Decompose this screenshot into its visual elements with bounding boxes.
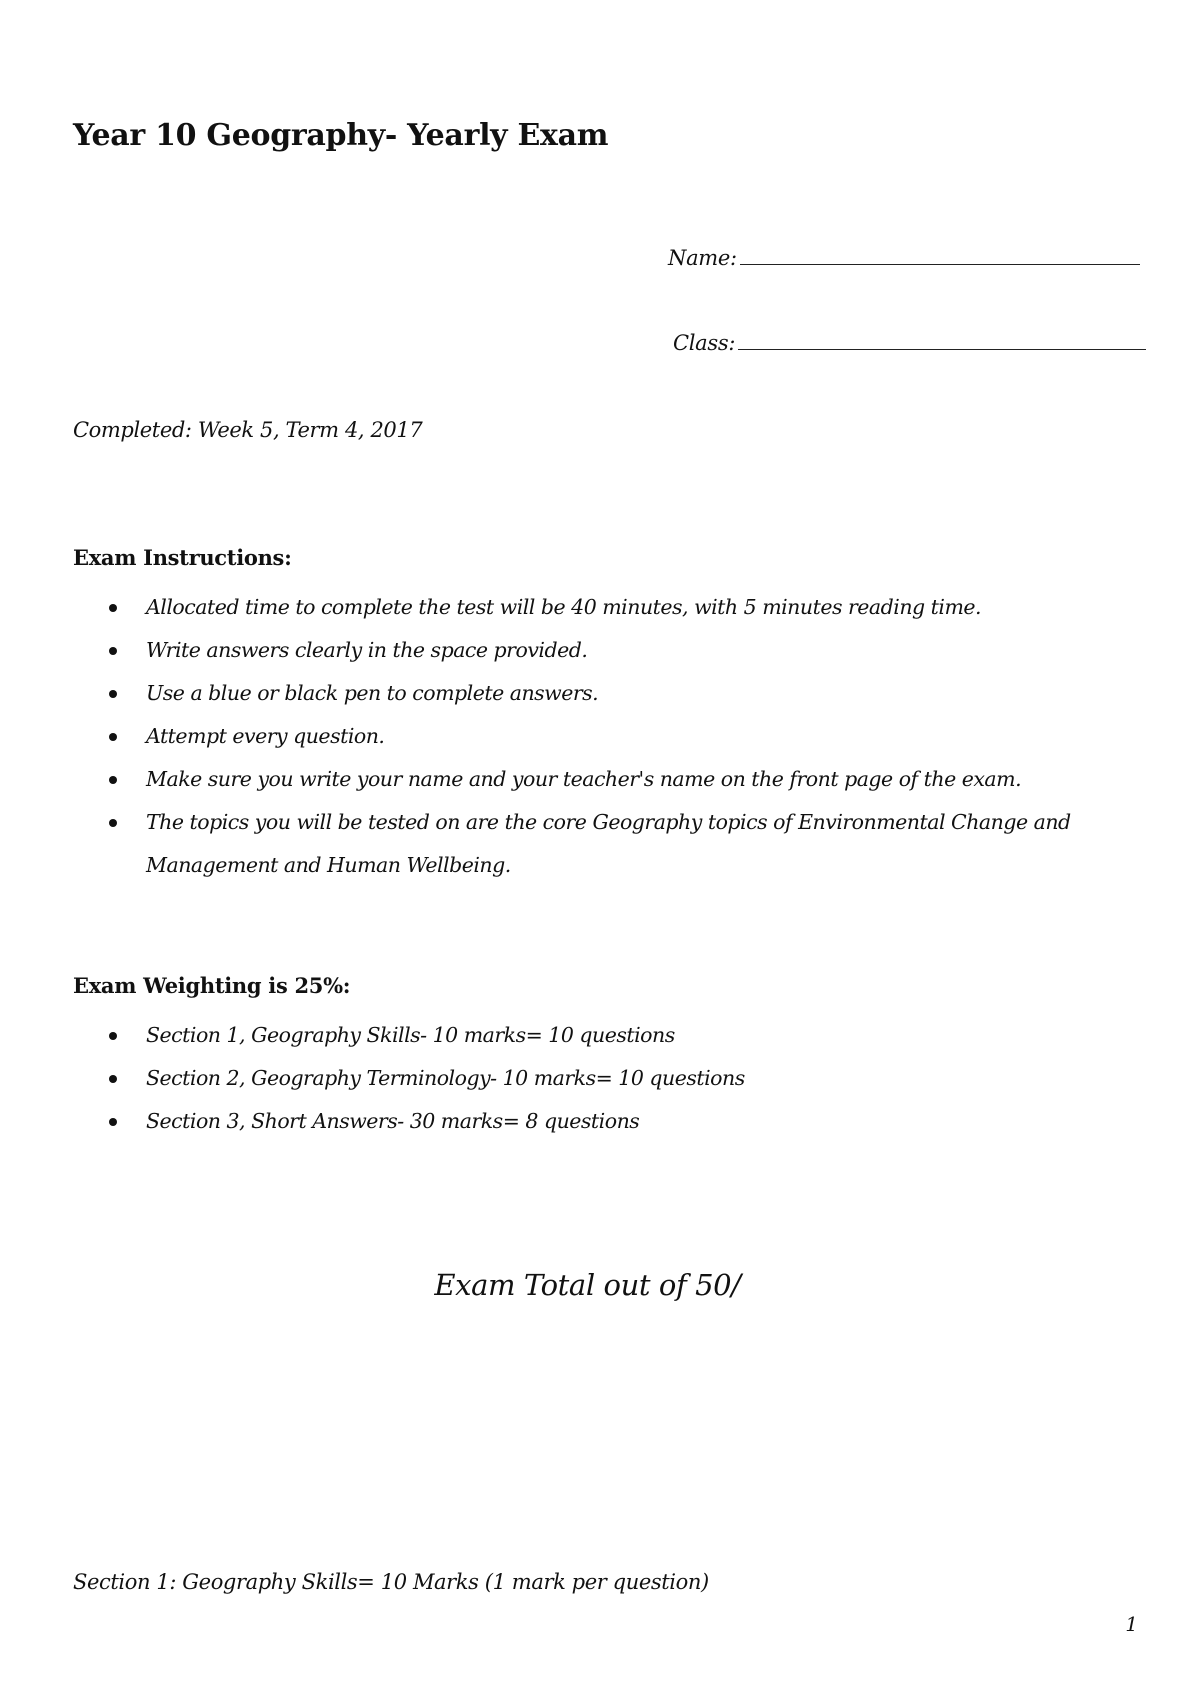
instructions-list xyxy=(105,586,1115,887)
weighting-list xyxy=(105,1014,1115,1143)
weighting-item xyxy=(105,1057,1115,1100)
name-field[interactable] xyxy=(668,246,1140,270)
instruction-item xyxy=(105,758,1115,801)
instruction-text: Use a blue or black pen to complete answers. xyxy=(146,681,599,705)
page-number: 1 xyxy=(1125,1612,1138,1636)
section1-heading: Section 1: Geography Skills= 10 Marks (1 mark per question) xyxy=(73,1570,709,1594)
instruction-item xyxy=(105,801,1115,887)
name-blank-line[interactable] xyxy=(740,263,1140,265)
bullet-icon xyxy=(109,1075,117,1083)
instruction-item xyxy=(105,672,1115,715)
bullet-icon xyxy=(109,819,117,827)
instruction-item xyxy=(105,715,1115,758)
weighting-item xyxy=(105,1100,1115,1143)
class-blank-line[interactable] xyxy=(738,348,1146,350)
instruction-text: The topics you will be tested on are the core Geography topics of Environmental Change and Management and Human Wellbeing. xyxy=(146,810,1071,877)
instruction-text: Make sure you write your name and your teacher's name on the front page of the exam. xyxy=(146,767,1022,791)
instruction-item xyxy=(105,586,1115,629)
weighting-heading: Exam Weighting is 25%: xyxy=(73,973,351,998)
instruction-text: Attempt every question. xyxy=(146,724,385,748)
weighting-text: Section 2, Geography Terminology- 10 marks= 10 questions xyxy=(146,1066,745,1090)
bullet-icon xyxy=(109,733,117,741)
weighting-text: Section 1, Geography Skills- 10 marks= 10 questions xyxy=(146,1023,675,1047)
instructions-heading: Exam Instructions: xyxy=(73,545,292,570)
class-field[interactable] xyxy=(673,331,1146,355)
exam-total: Exam Total out of 50/ xyxy=(434,1268,741,1302)
bullet-icon xyxy=(109,690,117,698)
instruction-text: Allocated time to complete the test will be 40 minutes, with 5 minutes reading time. xyxy=(146,595,982,619)
bullet-icon xyxy=(109,1032,117,1040)
weighting-item xyxy=(105,1014,1115,1057)
class-label: Class: xyxy=(673,331,736,355)
bullet-icon xyxy=(109,604,117,612)
bullet-icon xyxy=(109,1118,117,1126)
bullet-icon xyxy=(109,647,117,655)
instruction-item xyxy=(105,629,1115,672)
instruction-text: Write answers clearly in the space provided. xyxy=(146,638,588,662)
name-label: Name: xyxy=(668,246,737,270)
page-title: Year 10 Geography- Yearly Exam xyxy=(73,118,609,153)
weighting-text: Section 3, Short Answers- 30 marks= 8 questions xyxy=(146,1109,640,1133)
completed-date: Completed: Week 5, Term 4, 2017 xyxy=(73,418,423,442)
bullet-icon xyxy=(109,776,117,784)
